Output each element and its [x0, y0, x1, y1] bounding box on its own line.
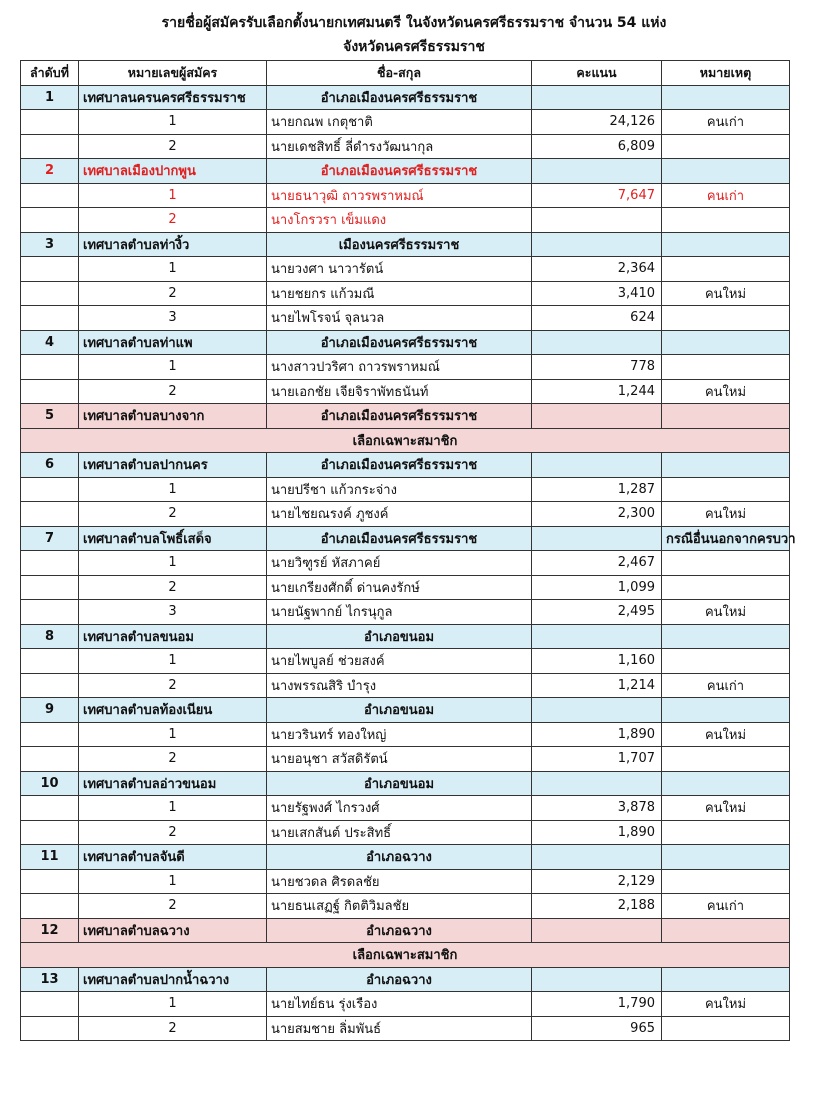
- candidate-number: 1: [79, 722, 267, 747]
- candidate-score: 1,099: [532, 575, 662, 600]
- candidate-score: 6,809: [532, 134, 662, 159]
- candidate-score: 3,410: [532, 281, 662, 306]
- empty-cell: [21, 600, 79, 625]
- candidate-row: [21, 281, 790, 306]
- municipality-row: [21, 918, 790, 943]
- candidate-note: คนใหม่: [662, 796, 790, 821]
- candidate-row: [21, 673, 790, 698]
- candidate-row: [21, 134, 790, 159]
- score-cell: [532, 771, 662, 796]
- candidate-row: [21, 110, 790, 135]
- candidate-score: 2,188: [532, 894, 662, 919]
- candidate-score: 1,890: [532, 820, 662, 845]
- row-number: 12: [21, 918, 79, 943]
- empty-cell: [21, 257, 79, 282]
- candidate-score: 1,160: [532, 649, 662, 674]
- candidate-score: 2,364: [532, 257, 662, 282]
- empty-cell: [21, 355, 79, 380]
- score-cell: [532, 85, 662, 110]
- municipality-name: เทศบาลตำบลท่างิ้ว: [79, 232, 267, 257]
- municipality-row: [21, 771, 790, 796]
- municipality-name: เทศบาลตำบลท้องเนียน: [79, 698, 267, 723]
- score-cell: [532, 526, 662, 551]
- note-cell: [662, 85, 790, 110]
- row-number: 11: [21, 845, 79, 870]
- note-cell: [662, 232, 790, 257]
- empty-cell: [21, 379, 79, 404]
- municipality-row: [21, 967, 790, 992]
- empty-cell: [21, 575, 79, 600]
- empty-cell: [21, 281, 79, 306]
- district-name: อำเภอฉวาง: [267, 967, 532, 992]
- district-name: อำเภอขนอม: [267, 698, 532, 723]
- empty-cell: [21, 208, 79, 233]
- candidate-score: 1,707: [532, 747, 662, 772]
- empty-cell: [21, 110, 79, 135]
- candidate-name: นายวงศา นาวารัตน์: [267, 257, 532, 282]
- candidate-name: นายปรีชา แก้วกระจ่าง: [267, 477, 532, 502]
- municipality-name: เทศบาลตำบลปากนคร: [79, 453, 267, 478]
- municipality-name: เทศบาลตำบลโพธิ์เสด็จ: [79, 526, 267, 551]
- note-cell: [662, 845, 790, 870]
- member-only-label: เลือกเฉพาะสมาชิก: [21, 428, 790, 453]
- candidate-number: 2: [79, 820, 267, 845]
- candidate-note: [662, 477, 790, 502]
- candidate-note: คนเก่า: [662, 673, 790, 698]
- municipality-row: [21, 624, 790, 649]
- municipality-name: เทศบาลตำบลปากน้ำฉวาง: [79, 967, 267, 992]
- candidate-score: 7,647: [532, 183, 662, 208]
- row-number: 1: [21, 85, 79, 110]
- district-name: เมืองนครศรีธรรมราช: [267, 232, 532, 257]
- candidate-row: [21, 477, 790, 502]
- candidate-note: [662, 134, 790, 159]
- header-no: ลำดับที่: [21, 61, 79, 86]
- candidate-note: คนใหม่: [662, 600, 790, 625]
- municipality-row: [21, 404, 790, 429]
- candidate-row: [21, 820, 790, 845]
- candidate-name: นายวิฑูรย์ หัสภาคย์: [267, 551, 532, 576]
- candidate-name: นายวรินทร์ ทองใหญ่: [267, 722, 532, 747]
- candidate-row: [21, 502, 790, 527]
- candidate-number: 2: [79, 379, 267, 404]
- score-cell: [532, 918, 662, 943]
- municipality-row: [21, 698, 790, 723]
- candidate-name: นายไพโรจน์ จุลนวล: [267, 306, 532, 331]
- row-number: 3: [21, 232, 79, 257]
- candidate-note: คนใหม่: [662, 992, 790, 1017]
- candidate-score: 3,878: [532, 796, 662, 821]
- candidate-note: [662, 208, 790, 233]
- row-number: 10: [21, 771, 79, 796]
- header-name: ชื่อ-สกุล: [267, 61, 532, 86]
- candidate-number: 2: [79, 502, 267, 527]
- candidate-row: [21, 600, 790, 625]
- candidate-name: นายเดชสิทธิ์ ลี่ดำรงวัฒนากุล: [267, 134, 532, 159]
- candidate-note: [662, 869, 790, 894]
- score-cell: [532, 232, 662, 257]
- candidate-number: 2: [79, 894, 267, 919]
- candidate-note: [662, 575, 790, 600]
- municipality-name: เทศบาลตำบลอ่าวขนอม: [79, 771, 267, 796]
- candidates-table: [20, 60, 796, 1041]
- candidate-name: นายนัฐพากย์ ไกรนุกูล: [267, 600, 532, 625]
- municipality-row: [21, 85, 790, 110]
- row-number: 4: [21, 330, 79, 355]
- candidate-name: นายเกรียงศักดิ์ ด่านคงรักษ์: [267, 575, 532, 600]
- empty-cell: [21, 477, 79, 502]
- candidate-note: [662, 747, 790, 772]
- candidate-number: 1: [79, 477, 267, 502]
- score-cell: [532, 967, 662, 992]
- district-name: อำเภอเมืองนครศรีธรรมราช: [267, 159, 532, 184]
- candidate-score: 24,126: [532, 110, 662, 135]
- candidate-name: นายเสกสันต์ ประสิทธิ์: [267, 820, 532, 845]
- candidate-note: คนใหม่: [662, 722, 790, 747]
- empty-cell: [21, 551, 79, 576]
- member-only-row: [21, 943, 790, 968]
- empty-cell: [21, 894, 79, 919]
- row-number: 2: [21, 159, 79, 184]
- candidate-row: [21, 869, 790, 894]
- empty-cell: [21, 796, 79, 821]
- district-name: อำเภอฉวาง: [267, 845, 532, 870]
- candidate-score: 1,244: [532, 379, 662, 404]
- note-cell: [662, 330, 790, 355]
- candidate-number: 1: [79, 257, 267, 282]
- municipality-name: เทศบาลนครนครศรีธรรมราช: [79, 85, 267, 110]
- candidate-row: [21, 306, 790, 331]
- candidate-score: 965: [532, 1016, 662, 1041]
- candidate-row: [21, 355, 790, 380]
- note-cell: [662, 159, 790, 184]
- municipality-row: [21, 330, 790, 355]
- candidate-score: 1,890: [532, 722, 662, 747]
- candidate-number: 1: [79, 649, 267, 674]
- candidate-row: [21, 551, 790, 576]
- note-cell: กรณีอื่นนอกจากครบวา: [662, 526, 790, 551]
- district-name: อำเภอฉวาง: [267, 918, 532, 943]
- table-header-row: [21, 61, 790, 86]
- candidate-name: นางโกรวรา เข็มแดง: [267, 208, 532, 233]
- candidate-row: [21, 379, 790, 404]
- candidate-score: 1,287: [532, 477, 662, 502]
- candidate-row: [21, 796, 790, 821]
- candidate-name: นายธนเสฏฐ์ กิตติวิมลชัย: [267, 894, 532, 919]
- candidate-note: คนใหม่: [662, 281, 790, 306]
- candidate-name: นายธนาวุฒิ ถาวรพราหมณ์: [267, 183, 532, 208]
- row-number: 8: [21, 624, 79, 649]
- candidate-number: 1: [79, 992, 267, 1017]
- candidate-row: [21, 992, 790, 1017]
- candidate-score: 2,495: [532, 600, 662, 625]
- note-cell: [662, 404, 790, 429]
- district-name: อำเภอเมืองนครศรีธรรมราช: [267, 85, 532, 110]
- member-only-label: เลือกเฉพาะสมาชิก: [21, 943, 790, 968]
- header-score: คะแนน: [532, 61, 662, 86]
- candidate-name: นายชยกร แก้วมณี: [267, 281, 532, 306]
- municipality-row: [21, 845, 790, 870]
- candidate-name: นางสาวปวริศา ถาวรพราหมณ์: [267, 355, 532, 380]
- empty-cell: [21, 1016, 79, 1041]
- header-candidate-no: หมายเลขผู้สมัคร: [79, 61, 267, 86]
- candidate-name: นายอนุชา สวัสดิรัตน์: [267, 747, 532, 772]
- empty-cell: [21, 306, 79, 331]
- candidate-score: 1,214: [532, 673, 662, 698]
- candidate-score: 1,790: [532, 992, 662, 1017]
- empty-cell: [21, 183, 79, 208]
- candidate-name: นายเอกชัย เจียจิราพัทธนันท์: [267, 379, 532, 404]
- empty-cell: [21, 502, 79, 527]
- candidate-number: 1: [79, 551, 267, 576]
- district-name: อำเภอเมืองนครศรีธรรมราช: [267, 453, 532, 478]
- candidate-number: 2: [79, 134, 267, 159]
- candidate-number: 1: [79, 183, 267, 208]
- candidate-row: [21, 894, 790, 919]
- candidate-name: นายรัฐพงศ์ ไกรวงศ์: [267, 796, 532, 821]
- municipality-name: เทศบาลตำบลบางจาก: [79, 404, 267, 429]
- row-number: 5: [21, 404, 79, 429]
- candidate-note: คนเก่า: [662, 183, 790, 208]
- candidate-note: คนใหม่: [662, 379, 790, 404]
- score-cell: [532, 159, 662, 184]
- candidate-score: 2,467: [532, 551, 662, 576]
- empty-cell: [21, 820, 79, 845]
- candidate-score: 778: [532, 355, 662, 380]
- candidate-name: นายสมชาย ลิ่มพันธ์: [267, 1016, 532, 1041]
- candidate-note: [662, 551, 790, 576]
- empty-cell: [21, 134, 79, 159]
- candidate-row: [21, 649, 790, 674]
- municipality-row: [21, 159, 790, 184]
- score-cell: [532, 845, 662, 870]
- row-number: 7: [21, 526, 79, 551]
- candidate-note: [662, 820, 790, 845]
- score-cell: [532, 698, 662, 723]
- score-cell: [532, 624, 662, 649]
- candidate-score: 624: [532, 306, 662, 331]
- candidate-name: นายไพบูลย์ ช่วยสงค์: [267, 649, 532, 674]
- empty-cell: [21, 992, 79, 1017]
- candidate-row: [21, 575, 790, 600]
- municipality-name: เทศบาลตำบลขนอม: [79, 624, 267, 649]
- municipality-row: [21, 453, 790, 478]
- row-number: 6: [21, 453, 79, 478]
- candidate-number: 2: [79, 208, 267, 233]
- candidate-note: คนใหม่: [662, 502, 790, 527]
- candidate-note: [662, 306, 790, 331]
- candidate-note: [662, 649, 790, 674]
- candidate-note: [662, 355, 790, 380]
- row-number: 9: [21, 698, 79, 723]
- municipality-name: เทศบาลตำบลท่าแพ: [79, 330, 267, 355]
- score-cell: [532, 453, 662, 478]
- note-cell: [662, 698, 790, 723]
- candidate-name: นายไชยณรงค์ ภูชงค์: [267, 502, 532, 527]
- candidate-note: คนเก่า: [662, 894, 790, 919]
- page-title: รายชื่อผู้สมัครรับเลือกตั้งนายกเทศมนตรี ในจังหวัดนครศรีธรรมราช จำนวน 54 แห่ง: [161, 15, 667, 31]
- empty-cell: [21, 747, 79, 772]
- note-cell: [662, 967, 790, 992]
- note-cell: [662, 453, 790, 478]
- candidate-number: 2: [79, 1016, 267, 1041]
- district-name: อำเภอเมืองนครศรีธรรมราช: [267, 330, 532, 355]
- candidate-number: 2: [79, 575, 267, 600]
- municipality-name: เทศบาลตำบลฉวาง: [79, 918, 267, 943]
- header-note: หมายเหตุ: [662, 61, 790, 86]
- table-body: [21, 85, 796, 1041]
- empty-cell: [21, 673, 79, 698]
- candidate-number: 2: [79, 747, 267, 772]
- district-name: อำเภอขนอม: [267, 771, 532, 796]
- candidate-number: 1: [79, 796, 267, 821]
- candidate-number: 1: [79, 869, 267, 894]
- row-number: 13: [21, 967, 79, 992]
- candidate-row: [21, 747, 790, 772]
- candidate-row: [21, 208, 790, 233]
- municipality-row: [21, 526, 790, 551]
- empty-cell: [21, 869, 79, 894]
- candidate-name: นายกณพ เกตุชาติ: [267, 110, 532, 135]
- candidate-number: 3: [79, 306, 267, 331]
- note-cell: [662, 624, 790, 649]
- candidate-name: นางพรรณสิริ บำรุง: [267, 673, 532, 698]
- candidate-row: [21, 183, 790, 208]
- score-cell: [532, 330, 662, 355]
- page-subtitle: จังหวัดนครศรีธรรมราช: [343, 39, 485, 55]
- candidate-note: คนเก่า: [662, 110, 790, 135]
- candidate-name: นายชวดล ศิรดลชัย: [267, 869, 532, 894]
- score-cell: [532, 404, 662, 429]
- district-name: อำเภอขนอม: [267, 624, 532, 649]
- candidate-score: [532, 208, 662, 233]
- candidate-score: 2,300: [532, 502, 662, 527]
- candidate-note: [662, 257, 790, 282]
- candidate-number: 2: [79, 281, 267, 306]
- candidate-number: 3: [79, 600, 267, 625]
- municipality-name: เทศบาลเมืองปากพูน: [79, 159, 267, 184]
- candidate-row: [21, 722, 790, 747]
- note-cell: [662, 918, 790, 943]
- candidate-row: [21, 1016, 790, 1041]
- municipality-name: เทศบาลตำบลจันดี: [79, 845, 267, 870]
- candidate-name: นายไทย์ธน รุ่งเรือง: [267, 992, 532, 1017]
- candidate-score: 2,129: [532, 869, 662, 894]
- candidate-row: [21, 257, 790, 282]
- note-cell: [662, 771, 790, 796]
- candidate-number: 1: [79, 110, 267, 135]
- candidate-number: 2: [79, 673, 267, 698]
- empty-cell: [21, 649, 79, 674]
- district-name: อำเภอเมืองนครศรีธรรมราช: [267, 526, 532, 551]
- candidate-note: [662, 1016, 790, 1041]
- empty-cell: [21, 722, 79, 747]
- district-name: อำเภอเมืองนครศรีธรรมราช: [267, 404, 532, 429]
- municipality-row: [21, 232, 790, 257]
- member-only-row: [21, 428, 790, 453]
- candidate-number: 1: [79, 355, 267, 380]
